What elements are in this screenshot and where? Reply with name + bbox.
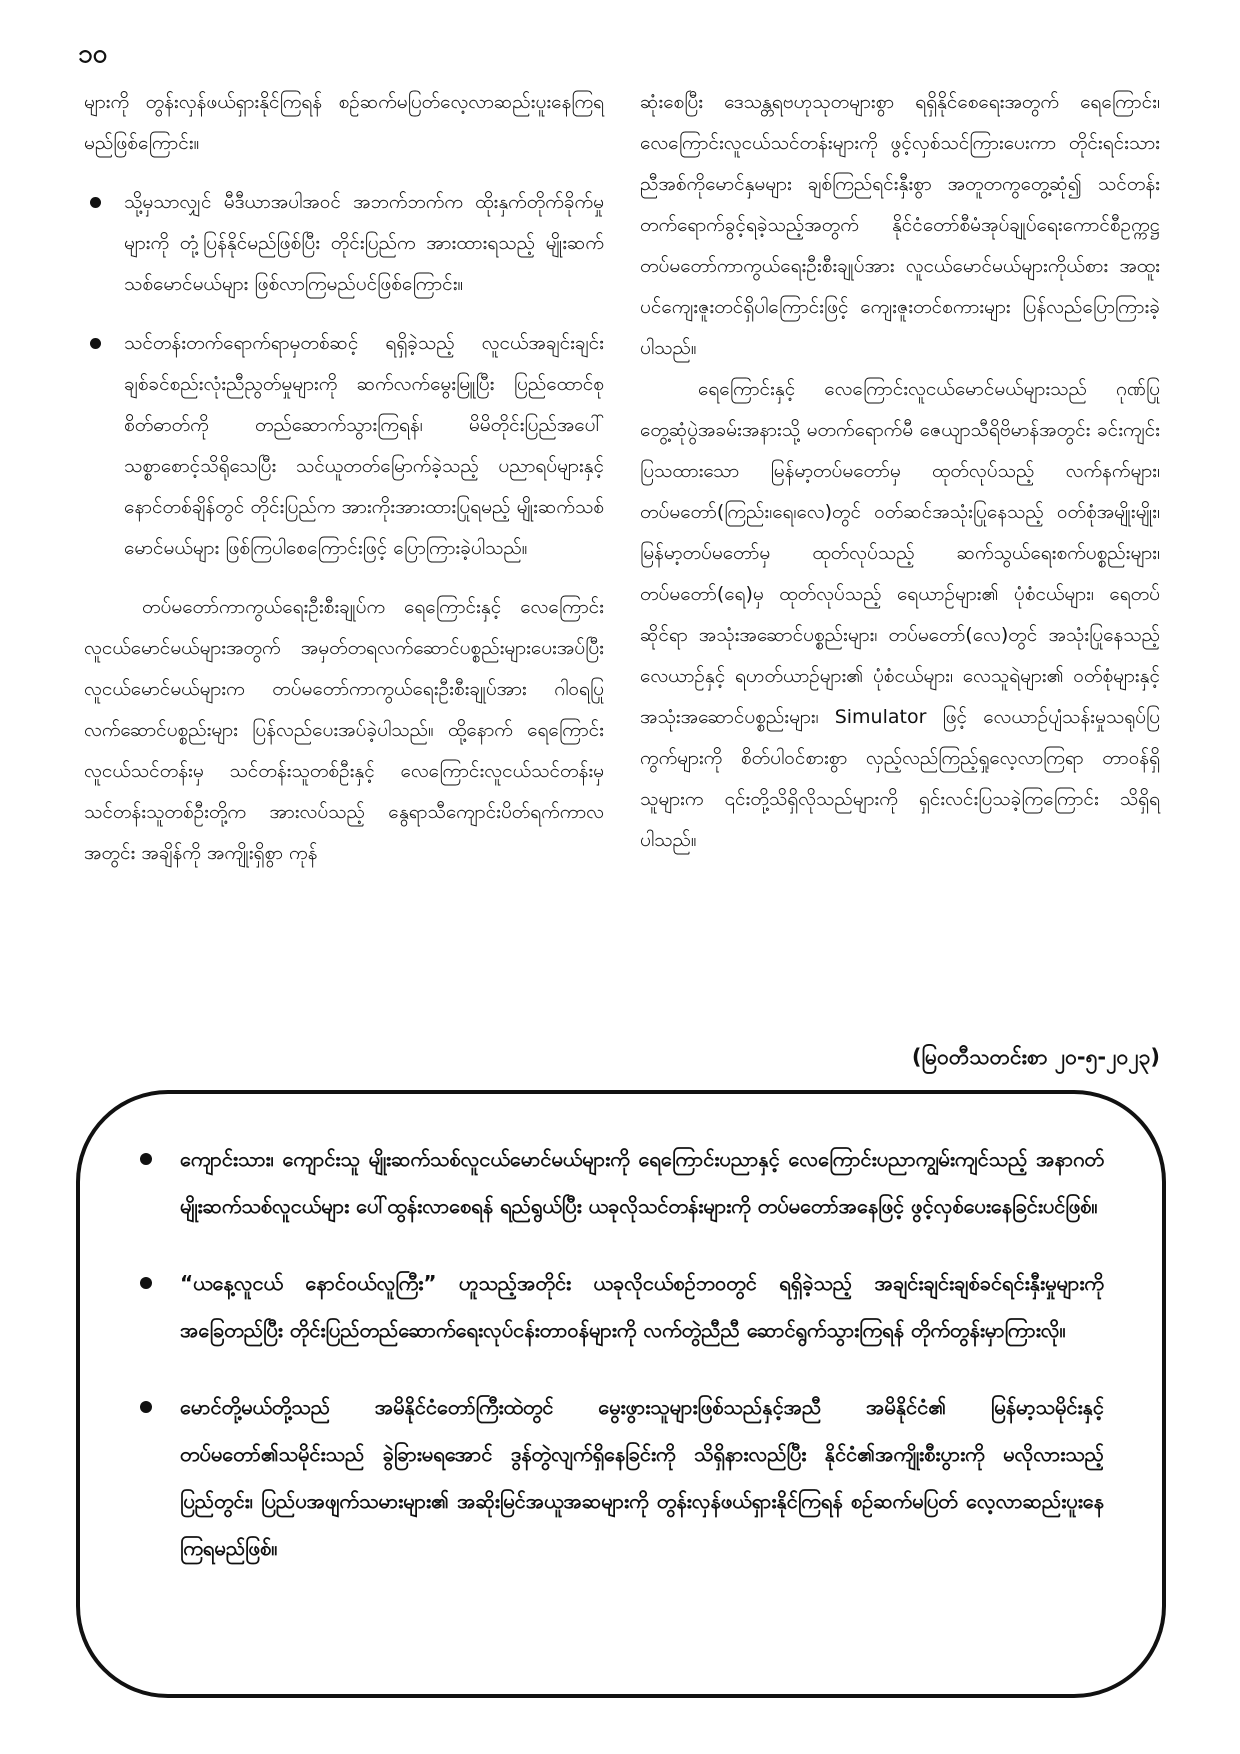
right-column bbox=[640, 82, 1160, 1054]
list-item: သို့မှသာလျှင် မီဒီယာအပါအဝင် အဘက်ဘက်က ထိုးနှက်တိုက်ခိုက်မှုများကို တုံ့ပြန်နိုင်မည်ဖြစ်ပြီး တိုင်းပြည်က အားထားရသည့် မျိုးဆက်သစ်မောင်မယ်များ ဖြစ်လာကြမည်ပင်ဖြစ်ကြောင်း။ bbox=[84, 182, 604, 305]
body-paragraph: ရေကြောင်းနှင့် လေကြောင်းလူငယ်မောင်မယ်များသည် ဂုဏ်ပြုတွေ့ဆုံပွဲအခမ်းအနားသို့ မတက်ရောက်မီ ဇေယျာသီရိဗိမာန်အတွင်း ခင်းကျင်းပြသထားသော မြန်မာ့တပ်မတော်မှ ထုတ်လုပ်သည့် လက်နက်များ၊ တပ်မတော်(ကြည်း၊ရေ၊လေ)တွင် ဝတ်ဆင်အသုံးပြုနေသည့် ဝတ်စုံအမျိုးမျိုး၊ မြန်မာ့တပ်မတော်မှ ထုတ်လုပ်သည့် ဆက်သွယ်ရေးစက်ပစ္စည်းများ၊ တပ်မတော်(ရေ)မှ ထုတ်လုပ်သည့် ရေယာဉ်များ၏ ပုံစံငယ်များ၊ ရေတပ်ဆိုင်ရာ အသုံးအဆောင်ပစ္စည်းများ၊ တပ်မတော်(လေ)တွင် အသုံးပြုနေသည့် လေယာဉ်နှင့် ရဟတ်ယာဉ်များ၏ ပုံစံငယ်များ၊ လေသူရဲများ၏ ဝတ်စုံများနှင့် အသုံးအဆောင်ပစ္စည်းများ၊ Simulator ဖြင့် လေယာဉ်ပျံသန်းမှုသရုပ်ပြကွက်များကို စိတ်ပါဝင်စားစွာ လှည့်လည်ကြည့်ရှုလေ့လာကြရာ တာဝန်ရှိသူများက ၎င်းတို့သိရှိလိုသည်များကို ရှင်းလင်းပြသခဲ့ကြကြောင်း သိရှိရပါသည်။ bbox=[640, 378, 1160, 851]
list-item: မောင်တို့မယ်တို့သည် အမိနိုင်ငံတော်ကြီးထဲတွင် မွေးဖွားသူများဖြစ်သည်နှင့်အညီ အမိနိုင်ငံ၏ မြန်မာ့သမိုင်းနှင့် တပ်မတော်၏သမိုင်းသည် ခွဲခြားမရအောင် ဒွန်တွဲလျက်ရှိနေခြင်းကို သိရှိနားလည်ပြီး နိုင်ငံ၏အကျိုးစီးပွားကို မလိုလားသည့် ပြည်တွင်း၊ ပြည်ပအဖျက်သမားများ၏ အဆိုးမြင်အယူအဆများကို တွန်းလှန်ဖယ်ရှားနိုင်ကြရန် စဉ်ဆက်မပြတ် လေ့လာဆည်းပူးနေကြရမည်ဖြစ်။ bbox=[134, 1384, 1104, 1572]
body-paragraph: ဆုံးစေပြီး ဒေသန္တရဗဟုသုတများစွာ ရရှိနိုင်စေရေးအတွက် ရေကြောင်း၊ လေကြောင်းလူငယ်သင်တန်းများကို ဖွင့်လှစ်သင်ကြားပေးကာ တိုင်းရင်းသားညီအစ်ကိုမောင်နှမများ ချစ်ကြည်ရင်းနှီးစွာ အတူတကွတွေ့ဆုံ၍ သင်တန်းတက်ရောက်ခွင့်ရခဲ့သည့်အတွက် နိုင်ငံတော်စီမံအုပ်ချုပ်ရေးကောင်စီဥက္ကဋ္ဌ တပ်မတော်ကာကွယ်ရေးဦးစီးချုပ်အား လူငယ်မောင်မယ်များကိုယ်စား အထူးပင်ကျေးဇူးတင်ရှိပါကြောင်းဖြင့် ကျေးဇူးတင်စကားများ ပြန်လည်ပြောကြားခဲ့ပါသည်။ bbox=[640, 91, 1160, 359]
left-bullet-list bbox=[84, 182, 604, 569]
body-paragraph: တပ်မတော်ကာကွယ်ရေးဦးစီးချုပ်က ရေကြောင်းနှင့် လေကြောင်း လူငယ်မောင်မယ်များအတွက် အမှတ်တရလက်ဆောင်ပစ္စည်းများပေးအပ်ပြီး လူငယ်မောင်မယ်များက တပ်မတော်ကာကွယ်ရေးဦးစီးချုပ်အား ဂါဝရပြုလက်ဆောင်ပစ္စည်းများ ပြန်လည်ပေးအပ်ခဲ့ပါသည်။ ထို့နောက် ရေကြောင်းလူငယ်သင်တန်းမှ သင်တန်းသူတစ်ဦးနှင့် လေကြောင်းလူငယ်သင်တန်းမှ သင်တန်းသူတစ်ဦးတို့က အားလပ်သည့် နွေရာသီကျောင်းပိတ်ရက်ကာလအတွင်း အချိန်ကို အကျိုးရှိစွာ ကုန် bbox=[84, 596, 604, 864]
left-column bbox=[84, 82, 604, 1054]
list-item: သင်တန်းတက်ရောက်ရာမှတစ်ဆင့် ရရှိခဲ့သည့် လူငယ်အချင်းချင်း ချစ်ခင်စည်းလုံးညီညွတ်မှုများကို ဆက်လက်မွေးမြူပြီး ပြည်ထောင်စုစိတ်ဓာတ်ကို တည်ဆောက်သွားကြရန်၊ မိမိတိုင်းပြည်အပေါ် သစ္စာစောင့်သိရိုသေပြီး သင်ယူတတ်မြောက်ခဲ့သည့် ပညာရပ်များနှင့် နောင်တစ်ချိန်တွင် တိုင်းပြည်က အားကိုးအားထားပြုရမည့် မျိုးဆက်သစ်မောင်မယ်များ ဖြစ်ကြပါစေကြောင်းဖြင့် ပြောကြားခဲ့ပါသည်။ bbox=[84, 323, 604, 569]
article-columns bbox=[84, 82, 1160, 1054]
source-citation: (မြဝတီသတင်းစာ ၂၀-၅-၂၀၂၃) bbox=[911, 1045, 1160, 1069]
list-item: “ယနေ့လူငယ် နောင်ဝယ်လူကြီး” ဟူသည့်အတိုင်း ယခုလိုငယ်စဉ်ဘဝတွင် ရရှိခဲ့သည့် အချင်းချင်းချစ်ခင်ရင်းနှီးမှုများကို အခြေတည်ပြီး တိုင်းပြည်တည်ဆောက်ရေးလုပ်ငန်းတာဝန်များကို လက်တွဲညီညီ ဆောင်ရွက်သွားကြရန် တိုက်တွန်းမှာကြားလို။ bbox=[134, 1260, 1104, 1354]
list-item: ကျောင်းသား၊ ကျောင်းသူ မျိုးဆက်သစ်လူငယ်မောင်မယ်များကို ရေကြောင်းပညာနှင့် လေကြောင်းပညာကျွမ်းကျင်သည့် အနာဂတ်မျိုးဆက်သစ်လူငယ်များ ပေါ်ထွန်းလာစေရန် ရည်ရွယ်ပြီး ယခုလိုသင်တန်းများကို တပ်မတော်အနေဖြင့် ဖွင့်လှစ်ပေးနေခြင်းပင်ဖြစ်။ bbox=[134, 1136, 1104, 1230]
summary-box bbox=[76, 1090, 1166, 1698]
continued-text: များကို တွန်းလှန်ဖယ်ရှားနိုင်ကြရန် စဉ်ဆက်မပြတ်လေ့လာဆည်းပူးနေကြရမည်ဖြစ်ကြောင်း။ bbox=[84, 91, 604, 154]
page-number: ၁၀ bbox=[78, 39, 108, 69]
summary-bullet-list bbox=[134, 1136, 1104, 1572]
